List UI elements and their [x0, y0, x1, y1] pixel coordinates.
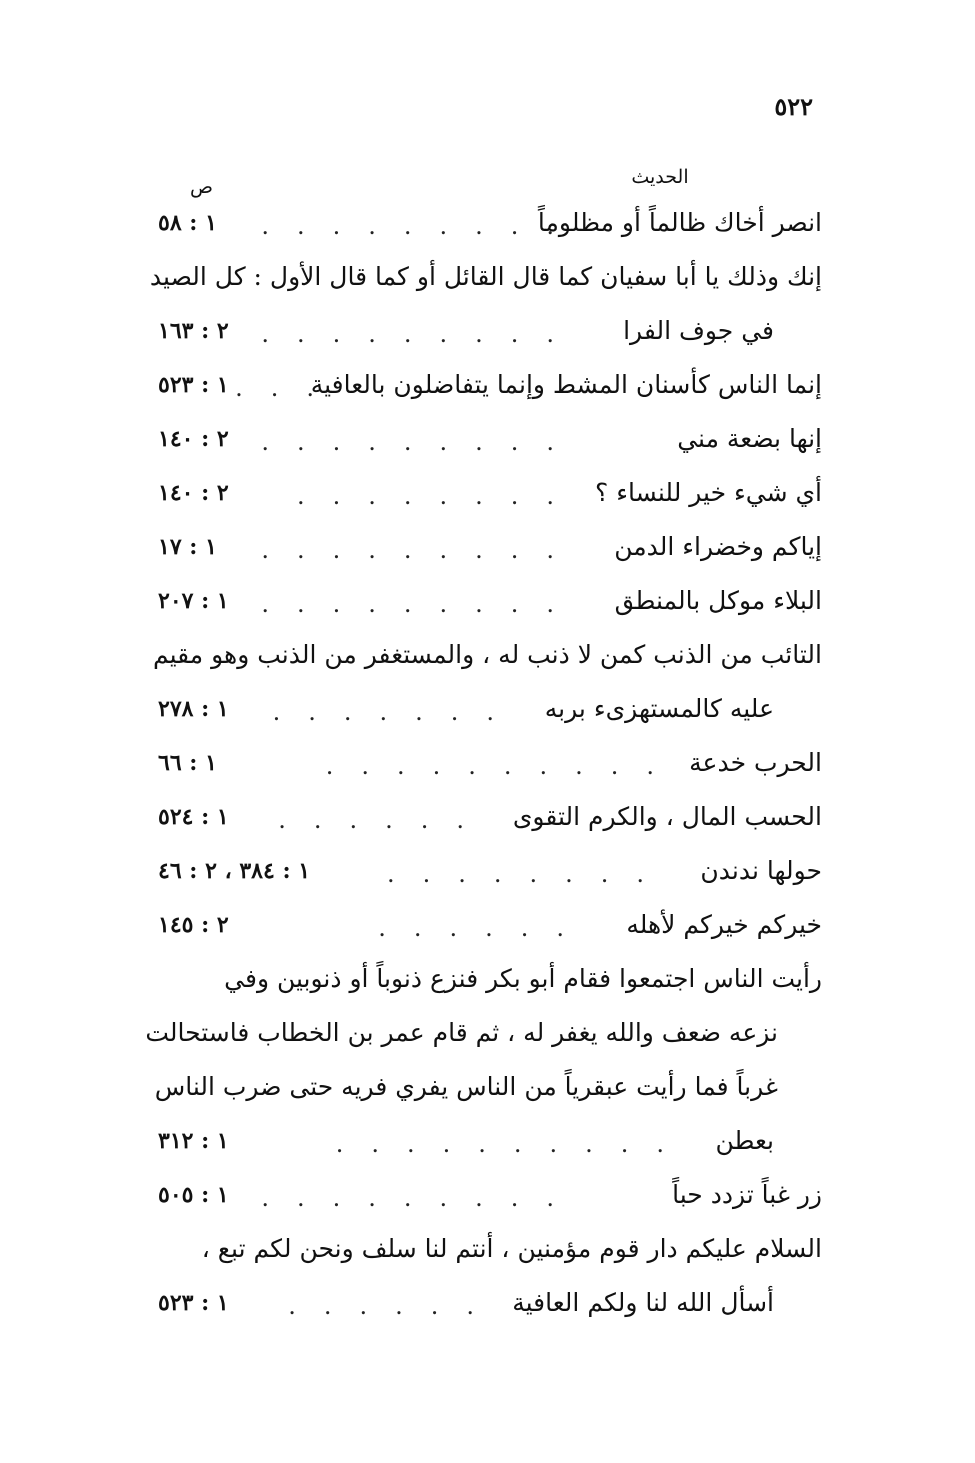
index-entry — [150, 308, 822, 362]
hadith-text: إنما الناس كأسنان المشط وإنما يتفاضلون بالعافية — [310, 370, 822, 399]
page-reference: ١ : ٦٦ — [158, 750, 217, 776]
leader-dots: ......... — [261, 536, 582, 564]
hadith-text: إنها بضعة مني — [677, 424, 822, 453]
page-reference: ١ : ٥٢٣ — [158, 1290, 229, 1316]
page-reference: ١ : ٣١٢ — [158, 1128, 229, 1154]
index-entry — [150, 1226, 822, 1280]
index-entry — [150, 200, 822, 254]
page-reference: ٢ : ١٤٠ — [158, 480, 229, 506]
hadith-text: أسأل الله لنا ولكم العافية — [512, 1288, 774, 1317]
index-entry — [150, 1064, 822, 1118]
hadith-text: البلاء موكل بالمنطق — [614, 586, 822, 615]
leader-dots: ......... — [261, 590, 582, 618]
page-reference: ١ : ٥٢٤ — [158, 804, 229, 830]
hadith-text: الحسب المال ، والكرم التقوى — [512, 802, 822, 831]
page-reference: ٢ : ١٤٥ — [158, 912, 229, 938]
hadith-text: بعطن — [715, 1126, 774, 1155]
leader-dots: ........ — [296, 482, 582, 510]
index-entry — [150, 902, 822, 956]
index-entry — [150, 632, 822, 686]
index-entry — [150, 848, 822, 902]
leader-dots: ....... — [272, 698, 522, 726]
page-reference: ٢ : ١٦٣ — [158, 318, 229, 344]
hadith-index-list — [145, 200, 822, 1334]
hadith-text: إياكم وخضراء الدمن — [614, 532, 822, 561]
index-entry — [150, 416, 822, 470]
index-entry — [150, 362, 822, 416]
hadith-text: غرباً فما رأيت عبقرياً من الناس يفري فريه حتى ضرب الناس — [154, 1072, 778, 1101]
hadith-text: نزعه ضعف والله يغفر له ، ثم قام عمر بن الخطاب فاستحالت — [145, 1018, 778, 1047]
page-reference: ١ : ٥٢٣ — [158, 372, 229, 398]
hadith-text: حولها ندندن — [700, 856, 822, 885]
leader-dots: ........ — [386, 860, 672, 888]
hadith-text: السلام عليكم دار قوم مؤمنين ، أنتم لنا سلف ونحن لكم تبع ، — [201, 1234, 822, 1263]
index-entry — [150, 794, 822, 848]
column-header-page: ص — [190, 176, 213, 198]
leader-dots: ......... — [261, 212, 582, 240]
page-reference: ١ : ٣٨٤ ، ٢ : ٤٦ — [158, 858, 311, 884]
hadith-text: انصر أخاك ظالماً أو مظلوماً — [537, 208, 822, 237]
index-entry — [150, 686, 822, 740]
index-entry — [150, 1172, 822, 1226]
hadith-text: أي شيء خير للنساء ؟ — [594, 478, 822, 507]
column-header-hadith: الحديث — [631, 166, 689, 188]
page-reference: ١ : ٥٨ — [158, 210, 217, 236]
leader-dots: ...... — [278, 806, 492, 834]
index-entry — [150, 578, 822, 632]
leader-dots: ......... — [261, 320, 582, 348]
page-reference: ١ : ٥٠٥ — [158, 1182, 229, 1208]
leader-dots: ......... — [261, 1184, 582, 1212]
hadith-text: في جوف الفرا — [623, 316, 774, 345]
leader-dots: .......... — [335, 1130, 692, 1158]
index-entry — [150, 956, 822, 1010]
index-entry — [145, 1010, 822, 1064]
leader-dots: ......... — [261, 428, 582, 456]
hadith-text: التائب من الذنب كمن لا ذنب له ، والمستغفر من الذنب وهو مقيم — [152, 640, 822, 669]
hadith-text: خيركم خيركم لأهله — [626, 910, 822, 939]
leader-dots: ... — [235, 374, 342, 402]
index-entry — [150, 740, 822, 794]
leader-dots: ...... — [378, 914, 592, 942]
hadith-text: رأيت الناس اجتمعوا فقام أبو بكر فنزع ذنوباً أو ذنوبين وفي — [224, 964, 822, 993]
hadith-text: عليه كالمستهزىء بربه — [544, 694, 774, 723]
hadith-text: الحرب خدعة — [689, 748, 822, 777]
hadith-text: زر غباً تزدد حباً — [672, 1180, 822, 1209]
index-entry — [150, 254, 822, 308]
hadith-text: إنك وذلك يا أبا سفيان كما قال القائل أو كما قال الأول : كل الصيد — [149, 262, 822, 291]
page-reference: ١ : ٢٠٧ — [158, 588, 229, 614]
index-entry — [150, 524, 822, 578]
index-entry — [150, 1118, 822, 1172]
leader-dots: .......... — [325, 752, 682, 780]
page-reference: ٢ : ١٤٠ — [158, 426, 229, 452]
index-entry — [150, 1280, 822, 1334]
page-number: ٥٢٢ — [774, 92, 813, 121]
index-entry — [150, 470, 822, 524]
page-reference: ١ : ١٧ — [158, 534, 217, 560]
page-reference: ١ : ٢٧٨ — [158, 696, 229, 722]
leader-dots: ...... — [288, 1292, 502, 1320]
